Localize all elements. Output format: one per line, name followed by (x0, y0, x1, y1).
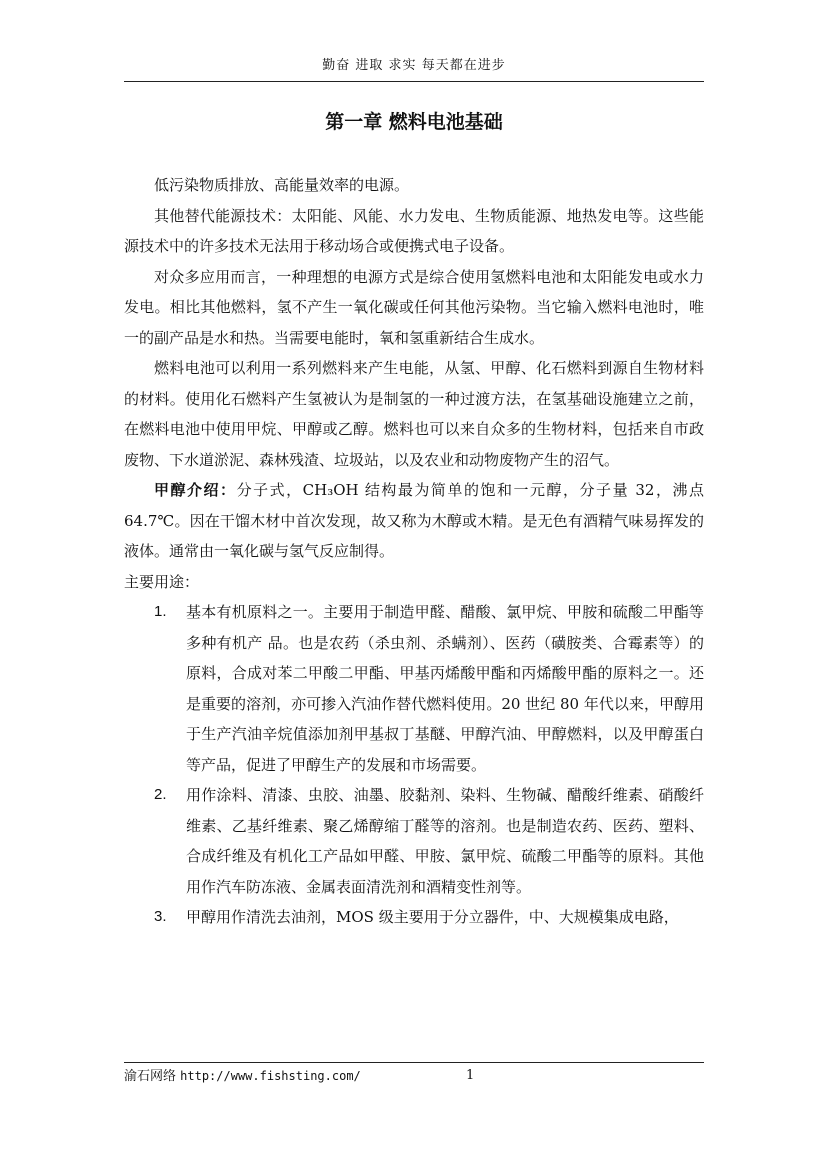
page-header-slogan: 勤奋 进取 求实 每天都在进步 (322, 58, 506, 73)
document-body (124, 170, 704, 933)
page-footer (124, 1066, 704, 1087)
methanol-intro (124, 475, 704, 567)
header-divider (124, 81, 704, 82)
page-number: 1 (466, 1068, 475, 1083)
paragraph: 低污染物质排放、高能量效率的电源。 (154, 176, 410, 194)
uses-list (124, 597, 704, 933)
methanol-text: 分子式，CH₃OH 结构最为简单的饱和一元醇，分子量 32，沸点 64.7℃。因在干馏木材中首次发现，故又称为木醇或木精。是无色有酒精气味易挥发的液体。通常由一氧化碳与氢气反应制得。 (124, 481, 704, 560)
list-item-text: 甲醇用作清洗去油剂，MOS 级主要用于分立器件，中、大规模集成电路， (186, 908, 679, 926)
paragraph: 燃料电池可以利用一系列燃料来产生电能，从氢、甲醇、化石燃料到源自生物材料的材料。使用化石燃料产生氢被认为是制氢的一种过渡方法，在氢基础设施建立之前，在燃料电池中使用甲烷、甲醇或乙醇。燃料也可以来自众多的生物材料，包括来自市政废物、下水道淤泥、森林残渣、垃圾站，以及农业和动物废物产生的沼气。 (124, 359, 704, 469)
footer-url-link[interactable]: http://www.fishsting.com/ (180, 1069, 361, 1083)
methanol-term: 甲醇介绍： (154, 481, 237, 499)
list-item-number: 3. (154, 908, 167, 925)
uses-heading: 主要用途： (124, 572, 200, 591)
chapter-title: 第一章 燃料电池基础 (325, 111, 503, 133)
list-item (124, 780, 704, 902)
paragraph: 其他替代能源技术：太阳能、风能、水力发电、生物质能源、地热发电等。这些能源技术中的许多技术无法用于移动场合或便携式电子设备。 (124, 206, 704, 255)
list-item (124, 597, 704, 780)
list-item-text: 基本有机原料之一。主要用于制造甲醛、醋酸、氯甲烷、甲胺和硫酸二甲酯等多种有机产 品。也是农药（杀虫剂、杀螨剂）、医药（磺胺类、合霉素等）的原料，合成对苯二甲酸二甲酯、甲基丙烯酸甲酯和丙烯酸甲酯的原料之一。还是重要的溶剂，亦可掺入汽油作替代燃料使用。20 世纪 80 年代以来，甲醇用于生产汽油辛烷值添加剂甲基叔丁基醚、甲醇汽油、甲醇燃料，以及甲醇蛋白等产品，促进了甲醇生产的发展和市场需要。 (186, 603, 704, 774)
list-item-text: 用作涂料、清漆、虫胶、油墨、胶黏剂、染料、生物碱、醋酸纤维素、硝酸纤维素、乙基纤维素、聚乙烯醇缩丁醛等的溶剂。也是制造农药、医药、塑料、合成纤维及有机化工产品如甲醛、甲胺、氯甲烷、硫酸二甲酯等的原料。其他用作汽车防冻液、金属表面清洗剂和酒精变性剂等。 (186, 786, 704, 896)
list-item (124, 902, 704, 933)
footer-divider (124, 1062, 704, 1063)
footer-company: 渝石网络 (124, 1069, 177, 1084)
list-item-number: 2. (154, 786, 167, 803)
list-item-number: 1. (154, 603, 167, 620)
paragraph: 对众多应用而言，一种理想的电源方式是综合使用氢燃料电池和太阳能发电或水力发电。相比其他燃料，氢不产生一氧化碳或任何其他污染物。当它输入燃料电池时，唯一的副产品是水和热。当需要电能时，氧和氢重新结合生成水。 (124, 267, 704, 347)
